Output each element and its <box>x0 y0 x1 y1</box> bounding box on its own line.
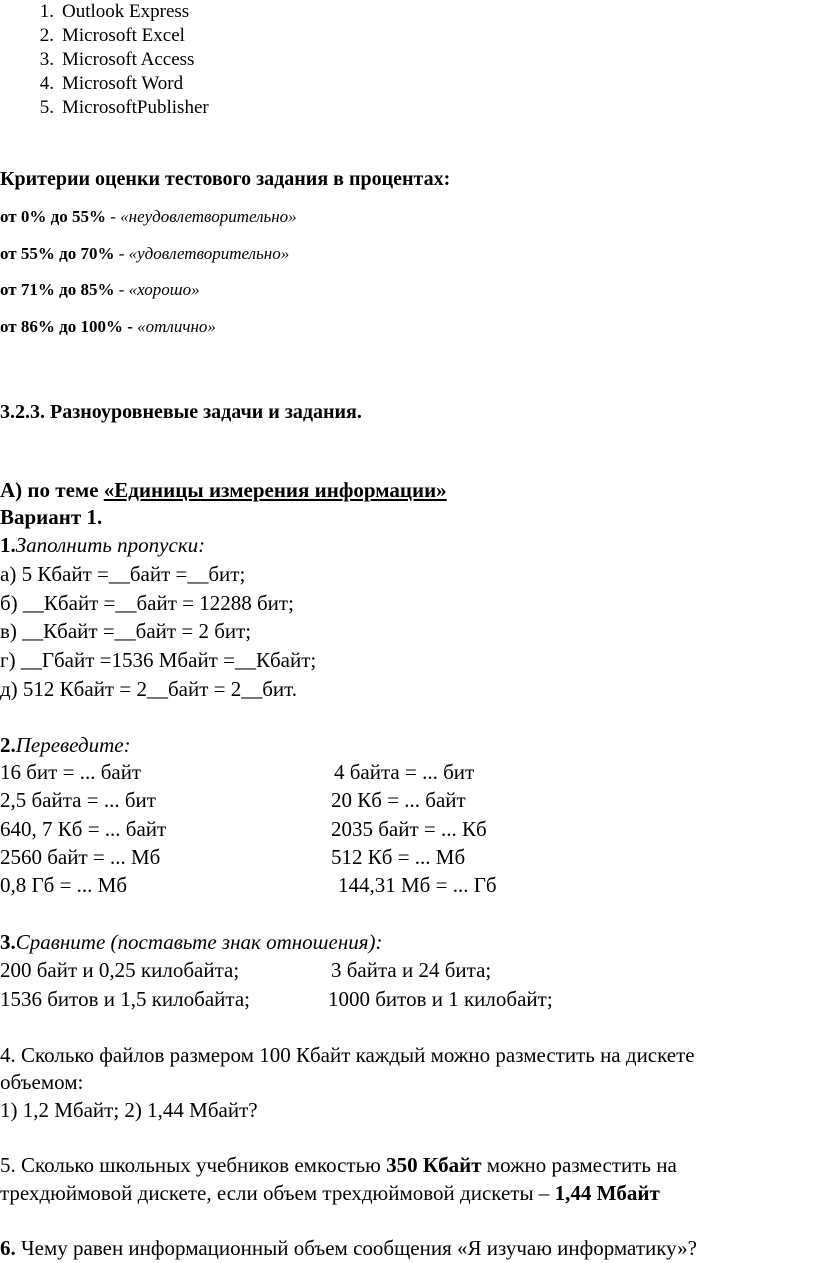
criteria-row: от 55% до 70% - «удовлетворительно» <box>0 244 290 263</box>
list-item: 1. Outlook Express <box>39 1 190 22</box>
task1-item: д) 512 Кбайт = 2__байт = 2__бит. <box>0 677 297 701</box>
task1-title: 1.Заполнить пропуски: <box>0 533 206 557</box>
list-item: 3. Microsoft Access <box>39 49 195 70</box>
task5-line: 5. Сколько школьных учебников емкостью 350 Кбайт можно разместить на <box>0 1153 677 1177</box>
topic-heading: А) по теме «Единицы измерения информации» <box>0 478 447 502</box>
criteria-row: от 0% до 55% - «неудовлетворительно» <box>0 207 297 226</box>
task1-item: в) __Кбайт =__байт = 2 бит; <box>0 619 252 643</box>
list-item: 4. Microsoft Word <box>39 73 184 94</box>
task4-line: объемом: <box>0 1070 84 1094</box>
task2-right: 2035 байт = ... Кб <box>331 817 487 841</box>
task2-title: 2.Переведите: <box>0 733 131 757</box>
task2-right: 4 байта = ... бит <box>334 760 475 784</box>
task2-left: 0,8 Гб = ... Мб <box>0 873 128 897</box>
software-list <box>39 0 209 120</box>
task3-right: 3 байта и 24 бита; <box>331 958 492 982</box>
task3-right: 1000 битов и 1 килобайт; <box>328 987 553 1011</box>
task2-right: 144,31 Мб = ... Гб <box>338 873 497 897</box>
task2-left: 16 бит = ... байт <box>0 760 142 784</box>
task3-title: 3.Сравните (поставьте знак отношения): <box>0 930 383 954</box>
task3-left: 200 байт и 0,25 килобайта; <box>0 958 240 982</box>
task2-left: 2,5 байта = ... бит <box>0 788 156 812</box>
variant-heading: Вариант 1. <box>0 505 103 529</box>
task4-line: 1) 1,2 Мбайт; 2) 1,44 Мбайт? <box>0 1098 258 1122</box>
list-item: 5. MicrosoftPublisher <box>39 97 209 118</box>
task1-item: г) __Гбайт =1536 Мбайт =__Кбайт; <box>0 648 317 672</box>
section-title: 3.2.3. Разноуровневые задачи и задания. <box>0 401 362 423</box>
task1-item: б) __Кбайт =__байт = 12288 бит; <box>0 591 294 615</box>
criteria-row: от 71% до 85% - «хорошо» <box>0 280 200 299</box>
task4-line: 4. Сколько файлов размером 100 Кбайт каждый можно разместить на дискете <box>0 1043 695 1067</box>
task1-item: а) 5 Кбайт =__байт =__бит; <box>0 562 246 586</box>
list-item: 2. Microsoft Excel <box>39 25 185 46</box>
task2-right: 512 Кб = ... Мб <box>331 845 466 869</box>
task2-left: 640, 7 Кб = ... байт <box>0 817 167 841</box>
criteria-row: от 86% до 100% - «отлично» <box>0 317 216 336</box>
criteria-title: Критерии оценки тестового задания в процентах: <box>0 168 451 190</box>
task2-left: 2560 байт = ... Мб <box>0 845 161 869</box>
task6-line: 6. Чему равен информационный объем сообщения «Я изучаю информатику»? <box>0 1236 697 1260</box>
task5-line: трехдюймовой дискете, если объем трехдюймовой дискеты – 1,44 Мбайт <box>0 1181 660 1205</box>
task2-right: 20 Кб = ... байт <box>331 788 466 812</box>
task3-left: 1536 битов и 1,5 килобайта; <box>0 987 250 1011</box>
